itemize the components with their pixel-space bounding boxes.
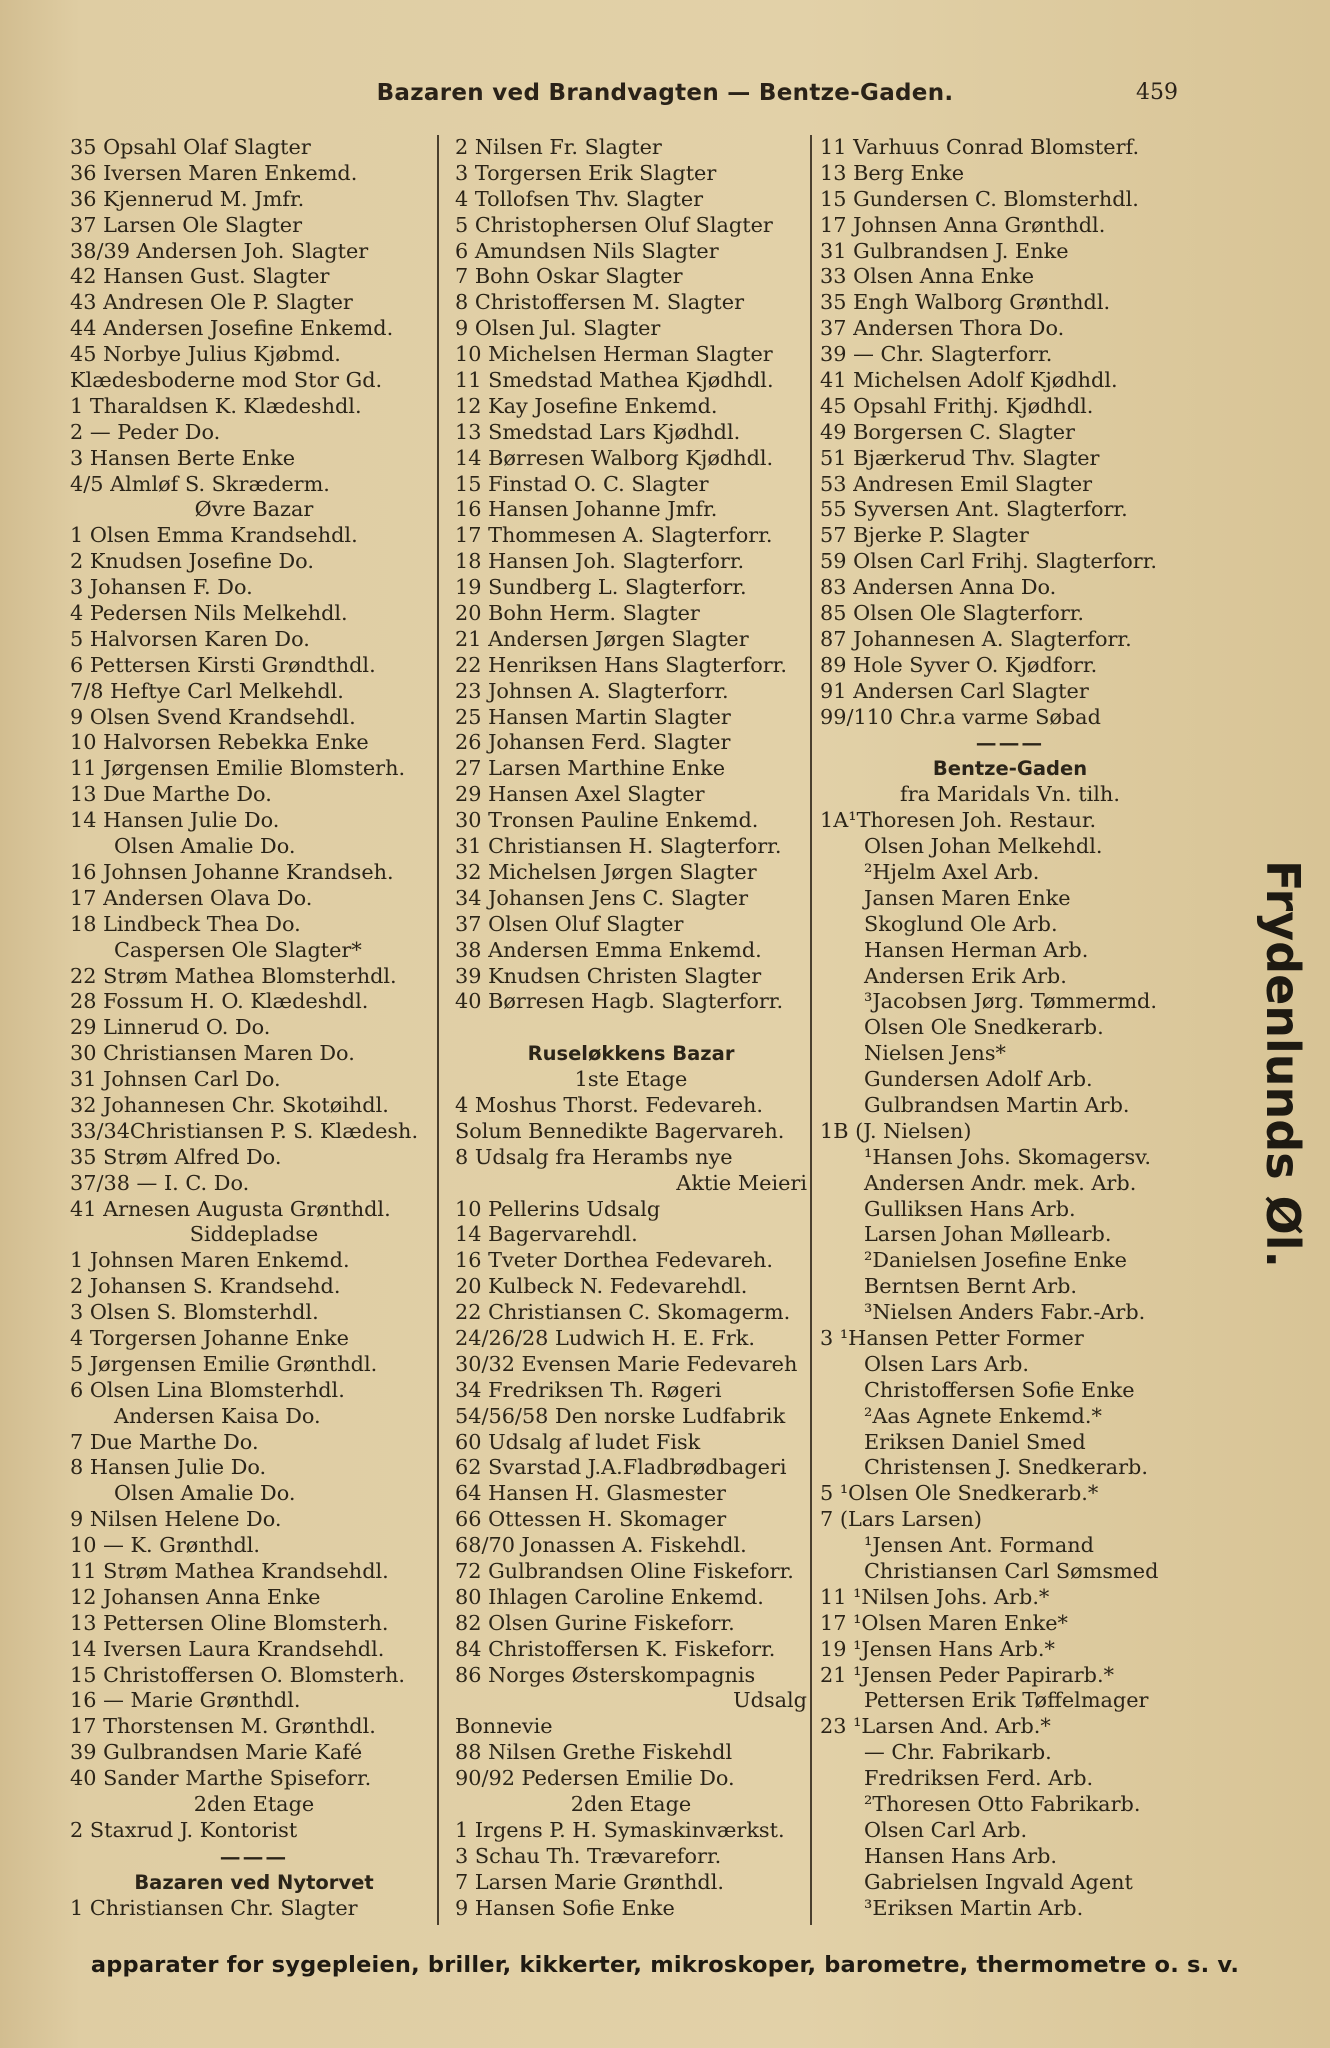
directory-entry: 55 Syversen Ant. Slagterforr. xyxy=(820,497,1128,522)
directory-entry: 13 Berg Enke xyxy=(820,160,965,185)
directory-entry: ²Hjelm Axel Arb. xyxy=(864,859,1040,884)
directory-entry: 66 Ottessen H. Skomager xyxy=(455,1507,727,1532)
directory-entry: ¹Hansen Johs. Skomagersv. xyxy=(864,1144,1152,1169)
directory-entry: 18 Lindbeck Thea Do. xyxy=(70,911,301,936)
directory-entry: 80 Ihlagen Caroline Enkemd. xyxy=(455,1584,764,1609)
directory-entry: 7 Due Marthe Do. xyxy=(70,1429,259,1454)
directory-entry: 88 Nilsen Grethe Fiskehdl xyxy=(455,1740,733,1765)
directory-entry: 19 ¹Jensen Hans Arb.* xyxy=(820,1636,1055,1661)
directory-entry: 36 Kjennerud M. Jmfr. xyxy=(70,186,305,211)
directory-entry: 39 Knudsen Christen Slagter xyxy=(455,963,762,988)
directory-entry: ³Jacobsen Jørg. Tømmermd. xyxy=(864,989,1157,1014)
directory-entry: Gulbrandsen Martin Arb. xyxy=(864,1092,1130,1117)
footer-advertisement: apparater for sygepleien, briller, kikkerter, mikroskoper, barometre, thermometre o. s. v. xyxy=(90,1952,1240,1978)
directory-entry: 18 Hansen Joh. Slagterforr. xyxy=(455,549,745,574)
section-heading: Bazaren ved Nytorvet xyxy=(134,1870,374,1894)
directory-entry: Bonnevie xyxy=(455,1714,553,1739)
directory-entry: 24/26/28 Ludwich H. E. Frk. xyxy=(455,1325,755,1350)
column-3 xyxy=(820,135,1200,1921)
directory-entry: Klædesboderne mod Stor Gd. xyxy=(70,368,383,393)
directory-entry: 22 Henriksen Hans Slagterforr. xyxy=(455,652,787,677)
directory-entry: 9 Olsen Svend Krandsehdl. xyxy=(70,704,356,729)
directory-entry: 33/34Christiansen P. S. Klædesh. xyxy=(70,1118,419,1143)
directory-entry: 3 Johansen F. Do. xyxy=(70,575,253,600)
directory-entry: 30 Christiansen Maren Do. xyxy=(70,1041,355,1066)
directory-entry: 40 Børresen Hagb. Slagterforr. xyxy=(455,989,784,1014)
directory-entry: Hansen Herman Arb. xyxy=(864,937,1089,962)
directory-entry: 37 Larsen Ole Slagter xyxy=(70,212,303,237)
section-heading: Ruseløkkens Bazar xyxy=(527,1042,735,1066)
directory-entry: Jansen Maren Enke xyxy=(864,885,1071,910)
directory-entry: 15 Christoffersen O. Blomsterh. xyxy=(70,1662,406,1687)
directory-entry: Olsen Amalie Do. xyxy=(114,1481,296,1506)
directory-entry: 3 Schau Th. Trævareforr. xyxy=(455,1843,722,1868)
column-divider xyxy=(810,135,812,1925)
directory-entry: 31 Gulbrandsen J. Enke xyxy=(820,238,1069,263)
directory-entry: 32 Michelsen Jørgen Slagter xyxy=(455,859,757,884)
directory-entry: 68/70 Jonassen A. Fiskehdl. xyxy=(455,1533,747,1558)
directory-entry: 34 Fredriksen Th. Røgeri xyxy=(455,1377,722,1402)
directory-entry: 3 Torgersen Erik Slagter xyxy=(455,160,717,185)
directory-entry: Udsalg xyxy=(733,1688,807,1713)
directory-entry: 1 Tharaldsen K. Klædeshdl. xyxy=(70,393,362,418)
directory-entry: 19 Sundberg L. Slagterforr. xyxy=(455,575,747,600)
directory-entry: Aktie Meieri xyxy=(676,1170,807,1195)
directory-entry: Gabrielsen Ingvald Agent xyxy=(864,1869,1133,1894)
directory-entry: 17 Andersen Olava Do. xyxy=(70,885,313,910)
directory-entry: ——— xyxy=(975,730,1045,756)
directory-entry: 30/32 Evensen Marie Fedevareh xyxy=(455,1351,798,1376)
directory-entry: 89 Hole Syver O. Kjødforr. xyxy=(820,652,1098,677)
directory-entry: 49 Borgersen C. Slagter xyxy=(820,419,1075,444)
directory-entry: 34 Johansen Jens C. Slagter xyxy=(455,885,749,910)
directory-entry: Eriksen Daniel Smed xyxy=(864,1429,1086,1454)
directory-entry: 44 Andersen Josefine Enkemd. xyxy=(70,316,394,341)
subheading: 2den Etage xyxy=(570,1792,692,1816)
directory-entry: 15 Finstad O. C. Slagter xyxy=(455,471,709,496)
directory-entry: Solum Bennedikte Bagervareh. xyxy=(455,1118,785,1143)
directory-entry: 84 Christoffersen K. Fiskeforr. xyxy=(455,1636,776,1661)
directory-entry: 5 ¹Olsen Ole Snedkerarb.* xyxy=(820,1481,1099,1506)
directory-entry: 6 Amundsen Nils Slagter xyxy=(455,238,719,263)
column-2 xyxy=(455,135,807,1921)
directory-entry: 39 — Chr. Slagterforr. xyxy=(820,342,1053,367)
directory-entry: 23 ¹Larsen And. Arb.* xyxy=(820,1714,1051,1739)
directory-entry: 10 Halvorsen Rebekka Enke xyxy=(70,730,369,755)
directory-entry: 62 Svarstad J.A.Fladbrødbageri xyxy=(455,1455,787,1480)
directory-entry: 4 Tollofsen Thv. Slagter xyxy=(455,186,704,211)
directory-entry: 72 Gulbrandsen Oline Fiskeforr. xyxy=(455,1558,794,1583)
directory-entry: 13 Smedstad Lars Kjødhdl. xyxy=(455,419,741,444)
directory-entry: 22 Strøm Mathea Blomsterhdl. xyxy=(70,963,397,988)
directory-entry: 31 Christiansen H. Slagterforr. xyxy=(455,834,782,859)
directory-entry: 7 Bohn Oskar Slagter xyxy=(455,264,683,289)
directory-entry: 2 Johansen S. Krandsehd. xyxy=(70,1274,341,1299)
directory-entry: — Chr. Fabrikarb. xyxy=(864,1740,1052,1765)
directory-entry: 14 Iversen Laura Krandsehdl. xyxy=(70,1636,385,1661)
directory-entry: 91 Andersen Carl Slagter xyxy=(820,678,1089,703)
directory-entry: 2 Knudsen Josefine Do. xyxy=(70,549,314,574)
directory-entry: 36 Iversen Maren Enkemd. xyxy=(70,160,358,185)
directory-entry: 6 Olsen Lina Blomsterhdl. xyxy=(70,1377,345,1402)
directory-entry: 7/8 Heftye Carl Melkehdl. xyxy=(70,678,344,703)
directory-entry: 16 Johnsen Johanne Krandseh. xyxy=(70,859,394,884)
section-heading: Bentze-Gaden xyxy=(932,757,1088,781)
directory-entry: 11 Jørgensen Emilie Blomsterh. xyxy=(70,756,406,781)
directory-entry: 85 Olsen Ole Slagterforr. xyxy=(820,601,1085,626)
directory-entry: 10 Michelsen Herman Slagter xyxy=(455,342,773,367)
directory-entry: 12 Johansen Anna Enke xyxy=(70,1584,321,1609)
directory-entry: 4 Torgersen Johanne Enke xyxy=(70,1325,349,1350)
directory-entry: 21 Andersen Jørgen Slagter xyxy=(455,626,749,651)
directory-entry: 2 Staxrud J. Kontorist xyxy=(70,1817,298,1842)
directory-entry: 25 Hansen Martin Slagter xyxy=(455,704,731,729)
directory-entry: 1 Irgens P. H. Symaskinværkst. xyxy=(455,1817,785,1842)
directory-entry: 37 Olsen Oluf Slagter xyxy=(455,911,684,936)
directory-entry: Gulliksen Hans Arb. xyxy=(864,1196,1076,1221)
directory-entry: 35 Engh Walborg Grønthdl. xyxy=(820,290,1111,315)
directory-entry: 1B (J. Nielsen) xyxy=(820,1118,972,1143)
directory-entry: 38 Andersen Emma Enkemd. xyxy=(455,937,762,962)
directory-entry: 4/5 Almløf S. Skræderm. xyxy=(70,471,330,496)
directory-entry: 35 Opsahl Olaf Slagter xyxy=(70,135,311,159)
directory-entry: 35 Strøm Alfred Do. xyxy=(70,1144,282,1169)
directory-entry: Pettersen Erik Tøffelmager xyxy=(864,1688,1149,1713)
directory-entry: 43 Andresen Ole P. Slagter xyxy=(70,290,353,315)
subheading: 2den Etage xyxy=(193,1792,315,1816)
directory-entry: 11 Strøm Mathea Krandsehdl. xyxy=(70,1558,389,1583)
directory-entry: Christensen J. Snedkerarb. xyxy=(864,1455,1148,1480)
directory-entry: 22 Christiansen C. Skomagerm. xyxy=(455,1300,791,1325)
directory-entry: 2 — Peder Do. xyxy=(70,419,221,444)
directory-entry: 41 Michelsen Adolf Kjødhdl. xyxy=(820,368,1118,393)
directory-entry: 9 Olsen Jul. Slagter xyxy=(455,316,661,341)
directory-entry: 3 Hansen Berte Enke xyxy=(70,445,296,470)
directory-entry: 11 Smedstad Mathea Kjødhdl. xyxy=(455,368,774,393)
subheading: 1ste Etage xyxy=(574,1067,688,1092)
directory-entry: 38/39 Andersen Joh. Slagter xyxy=(70,238,369,263)
directory-entry: Berntsen Bernt Arb. xyxy=(864,1274,1078,1299)
directory-entry: 7 Larsen Marie Grønthdl. xyxy=(455,1869,724,1894)
page-title: Bazaren ved Brandvagten — Bentze-Gaden. xyxy=(376,80,954,106)
directory-entry: 9 Hansen Sofie Enke xyxy=(455,1895,675,1920)
directory-entry: 16 Tveter Dorthea Fedevareh. xyxy=(455,1248,774,1273)
directory-entry: 28 Fossum H. O. Klædeshdl. xyxy=(70,989,369,1014)
directory-entry: Olsen Carl Arb. xyxy=(864,1817,1028,1842)
directory-entry: 20 Bohn Herm. Slagter xyxy=(455,601,700,626)
directory-entry: 10 — K. Grønthdl. xyxy=(70,1533,261,1558)
directory-entry: 32 Johannesen Chr. Skotøihdl. xyxy=(70,1092,389,1117)
directory-entry: 90/92 Pedersen Emilie Do. xyxy=(455,1766,735,1791)
directory-entry: 1 Johnsen Maren Enkemd. xyxy=(70,1248,350,1273)
directory-entry: ³Eriksen Martin Arb. xyxy=(864,1895,1084,1920)
directory-entry: 64 Hansen H. Glasmester xyxy=(455,1481,726,1506)
directory-entry: Skoglund Ole Arb. xyxy=(864,911,1058,936)
directory-entry: 17 Thommesen A. Slagterforr. xyxy=(455,523,773,548)
directory-entry: 5 Halvorsen Karen Do. xyxy=(70,626,310,651)
directory-entry: Christiansen Carl Sømsmed xyxy=(864,1558,1159,1583)
directory-entry: 54/56/58 Den norske Ludfabrik xyxy=(455,1403,786,1428)
directory-entry: Fredriksen Ferd. Arb. xyxy=(864,1766,1094,1791)
directory-entry: Olsen Lars Arb. xyxy=(864,1351,1030,1376)
directory-entry: 86 Norges Østerskompagnis xyxy=(455,1662,756,1687)
directory-entry: 27 Larsen Marthine Enke xyxy=(455,756,726,781)
directory-entry: 17 Johnsen Anna Grønthdl. xyxy=(820,212,1106,237)
page-header xyxy=(0,80,1330,114)
directory-entry: 14 Hansen Julie Do. xyxy=(70,808,280,833)
directory-entry: 29 Hansen Axel Slagter xyxy=(455,782,705,807)
subheading: Øvre Bazar xyxy=(194,497,314,522)
subheading: fra Maridals Vn. tilh. xyxy=(900,782,1120,807)
directory-entry: 45 Opsahl Frithj. Kjødhdl. xyxy=(820,393,1094,418)
directory-entry: Andersen Erik Arb. xyxy=(864,963,1067,988)
directory-entry: ——— xyxy=(219,1843,289,1869)
directory-entry: 16 — Marie Grønthdl. xyxy=(70,1688,301,1713)
directory-entry: ²Aas Agnete Enkemd.* xyxy=(864,1403,1102,1428)
directory-entry: Larsen Johan Møllearb. xyxy=(864,1222,1112,1247)
directory-entry: ¹Jensen Ant. Formand xyxy=(864,1533,1094,1558)
directory-entry: 45 Norbye Julius Kjøbmd. xyxy=(70,342,341,367)
directory-entry: 2 Nilsen Fr. Slagter xyxy=(455,135,662,159)
directory-entry: 37 Andersen Thora Do. xyxy=(820,316,1065,341)
directory-entry: 9 Nilsen Helene Do. xyxy=(70,1507,282,1532)
subheading: Siddepladse xyxy=(189,1222,319,1247)
directory-entry: 4 Moshus Thorst. Fedevareh. xyxy=(455,1092,764,1117)
directory-entry: Caspersen Ole Slagter* xyxy=(114,937,362,962)
directory-entry: 26 Johansen Ferd. Slagter xyxy=(455,730,731,755)
directory-entry: 20 Kulbeck N. Fedevarehdl. xyxy=(455,1274,748,1299)
directory-entry xyxy=(455,1015,807,1041)
directory-entry: 60 Udsalg af ludet Fisk xyxy=(455,1429,701,1454)
directory-entry: Olsen Ole Snedkerarb. xyxy=(864,1015,1104,1040)
column-divider xyxy=(437,135,439,1925)
directory-entry: 99/110 Chr.a varme Søbad xyxy=(820,704,1101,729)
directory-entry: 1 Christiansen Chr. Slagter xyxy=(70,1895,358,1920)
directory-entry: 11 Varhuus Conrad Blomsterf. xyxy=(820,135,1140,159)
directory-entry: 40 Sander Marthe Spiseforr. xyxy=(70,1766,372,1791)
directory-entry: 10 Pellerins Udsalg xyxy=(455,1196,661,1221)
directory-entry: 13 Due Marthe Do. xyxy=(70,782,272,807)
directory-entry: 12 Kay Josefine Enkemd. xyxy=(455,393,718,418)
directory-entry: Nielsen Jens* xyxy=(864,1041,1006,1066)
directory-entry: Olsen Amalie Do. xyxy=(114,834,296,859)
directory-entry: 30 Tronsen Pauline Enkemd. xyxy=(455,808,759,833)
directory-entry: 29 Linnerud O. Do. xyxy=(70,1015,271,1040)
directory-entry: Christoffersen Sofie Enke xyxy=(864,1377,1135,1402)
directory-entry: 37/38 — I. C. Do. xyxy=(70,1170,250,1195)
directory-entry: ²Danielsen Josefine Enke xyxy=(864,1248,1127,1273)
directory-entry: 5 Christophersen Oluf Slagter xyxy=(455,212,773,237)
directory-entry: 41 Arnesen Augusta Grønthdl. xyxy=(70,1196,391,1221)
side-advertisement: Frydenlunds Øl. xyxy=(1256,860,1310,1268)
directory-entry: 8 Udsalg fra Herambs nye xyxy=(455,1144,733,1169)
directory-entry: 83 Andersen Anna Do. xyxy=(820,575,1057,600)
directory-entry: 59 Olsen Carl Frihj. Slagterforr. xyxy=(820,549,1158,574)
directory-entry: 1A¹Thoresen Joh. Restaur. xyxy=(820,808,1097,833)
directory-entry: 21 ¹Jensen Peder Papirarb.* xyxy=(820,1662,1114,1687)
directory-entry: Hansen Hans Arb. xyxy=(864,1843,1058,1868)
directory-entry: 16 Hansen Johanne Jmfr. xyxy=(455,497,718,522)
directory-entry: 14 Bagervarehdl. xyxy=(455,1222,638,1247)
directory-entry: 23 Johnsen A. Slagterforr. xyxy=(455,678,729,703)
directory-entry: Andersen Kaisa Do. xyxy=(114,1403,321,1428)
directory-entry: 17 ¹Olsen Maren Enke* xyxy=(820,1610,1068,1635)
directory-entry: ²Thoresen Otto Fabrikarb. xyxy=(864,1792,1141,1816)
directory-entry: 3 Olsen S. Blomsterhdl. xyxy=(70,1300,319,1325)
directory-entry: 31 Johnsen Carl Do. xyxy=(70,1067,281,1092)
column-1 xyxy=(70,135,438,1921)
directory-entry: 7 (Lars Larsen) xyxy=(820,1507,983,1532)
directory-entry: 8 Christoffersen M. Slagter xyxy=(455,290,745,315)
directory-entry: 6 Pettersen Kirsti Grøndthdl. xyxy=(70,652,376,677)
directory-entry: Andersen Andr. mek. Arb. xyxy=(864,1170,1137,1195)
directory-entry: 3 ¹Hansen Petter Former xyxy=(820,1325,1084,1350)
directory-entry: 15 Gundersen C. Blomsterhdl. xyxy=(820,186,1139,211)
directory-entry: ³Nielsen Anders Fabr.-Arb. xyxy=(864,1300,1146,1325)
directory-entry: 82 Olsen Gurine Fiskeforr. xyxy=(455,1610,735,1635)
directory-entry: 87 Johannesen A. Slagterforr. xyxy=(820,626,1132,651)
page-number: 459 xyxy=(1136,80,1178,105)
directory-entry: 42 Hansen Gust. Slagter xyxy=(70,264,330,289)
directory-entry: 14 Børresen Walborg Kjødhdl. xyxy=(455,445,774,470)
directory-entry: 11 ¹Nilsen Johs. Arb.* xyxy=(820,1584,1050,1609)
directory-entry: 5 Jørgensen Emilie Grønthdl. xyxy=(70,1351,378,1376)
directory-entry: 17 Thorstensen M. Grønthdl. xyxy=(70,1714,376,1739)
directory-entry: 4 Pedersen Nils Melkehdl. xyxy=(70,601,348,626)
directory-entry: 1 Olsen Emma Krandsehdl. xyxy=(70,523,358,548)
directory-entry: 57 Bjerke P. Slagter xyxy=(820,523,1029,548)
directory-entry: 8 Hansen Julie Do. xyxy=(70,1455,267,1480)
directory-entry: 51 Bjærkerud Thv. Slagter xyxy=(820,445,1100,470)
directory-entry: Gundersen Adolf Arb. xyxy=(864,1067,1093,1092)
directory-entry: 13 Pettersen Oline Blomsterh. xyxy=(70,1610,389,1635)
directory-entry: 53 Andresen Emil Slagter xyxy=(820,471,1093,496)
directory-entry: Olsen Johan Melkehdl. xyxy=(864,834,1103,859)
directory-entry: 33 Olsen Anna Enke xyxy=(820,264,1035,289)
directory-entry: 39 Gulbrandsen Marie Kafé xyxy=(70,1740,363,1765)
